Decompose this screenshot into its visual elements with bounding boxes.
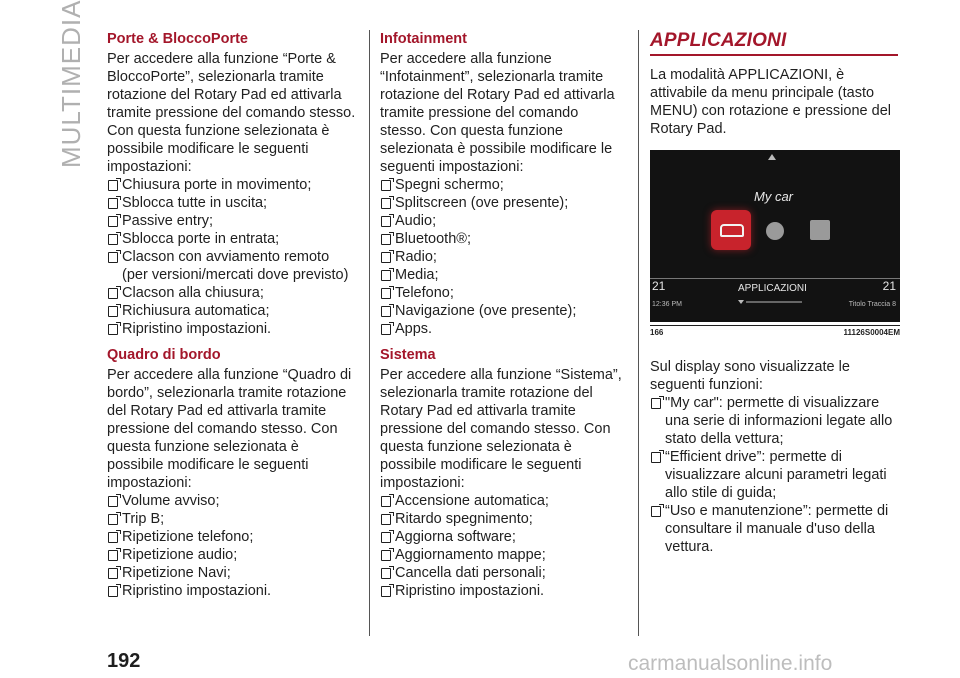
- list-item: Accensione automatica;: [380, 492, 628, 510]
- list-item: “Efficient drive”: permette di visualizzare alcuni parametri legati allo stile di guida;: [650, 448, 900, 502]
- checkbox-bullet-icon: [108, 198, 118, 209]
- settings-list: [107, 492, 357, 600]
- checkbox-bullet-icon: [108, 288, 118, 299]
- checkbox-bullet-icon: [381, 252, 391, 263]
- list-item: Ripetizione telefono;: [107, 528, 357, 546]
- functions-list: [650, 394, 900, 556]
- checkbox-bullet-icon: [108, 306, 118, 317]
- screen-track: Titolo Traccia 8: [848, 301, 896, 308]
- checkbox-bullet-icon: [651, 506, 661, 517]
- checkbox-bullet-icon: [108, 568, 118, 579]
- up-arrow-icon: [768, 154, 776, 160]
- checkbox-bullet-icon: [651, 452, 661, 463]
- heading-porte: Porte & BloccoPorte: [107, 31, 248, 47]
- list-item: Clacson con avviamento remoto (per versioni/mercati dove previsto): [107, 248, 357, 284]
- side-label-text: MULTIMEDIA: [56, 0, 86, 168]
- checkbox-bullet-icon: [108, 514, 118, 525]
- screen-divider: [650, 278, 900, 279]
- list-item: Navigazione (ove presente);: [380, 302, 628, 320]
- list-item: Splitscreen (ove presente);: [380, 194, 628, 212]
- list-item: Richiusura automatica;: [107, 302, 357, 320]
- heading-quadro: Quadro di bordo: [107, 347, 221, 363]
- list-item: Ripristino impostazioni.: [380, 582, 628, 600]
- section-underline: [650, 54, 898, 56]
- page-number: 192: [107, 650, 141, 672]
- list-item: Spegni schermo;: [380, 176, 628, 194]
- car-icon: [711, 210, 751, 250]
- list-item: Sblocca porte in entrata;: [107, 230, 357, 248]
- column-1: [107, 30, 357, 600]
- checkbox-bullet-icon: [381, 550, 391, 561]
- figure-number: 166: [650, 328, 664, 337]
- list-item: Chiusura porte in movimento;: [107, 176, 357, 194]
- paragraph: La modalità APPLICAZIONI, è attivabile da menu principale (tasto MENU) con rotazione e pressione del Rotary Pad.: [650, 67, 891, 137]
- checkbox-bullet-icon: [381, 324, 391, 335]
- checkbox-bullet-icon: [108, 252, 118, 263]
- screen-number-right: 21: [882, 279, 896, 293]
- list-item: Bluetooth®;: [380, 230, 628, 248]
- checkbox-bullet-icon: [108, 532, 118, 543]
- checkbox-bullet-icon: [381, 514, 391, 525]
- list-item: Cancella dati personali;: [380, 564, 628, 582]
- settings-list: [380, 492, 628, 600]
- checkbox-bullet-icon: [108, 234, 118, 245]
- list-item: Aggiornamento mappe;: [380, 546, 628, 564]
- list-item: Ripetizione audio;: [107, 546, 357, 564]
- list-item: "My car": permette di visualizzare una serie di informazioni legate allo stato della vettura;: [650, 394, 900, 448]
- checkbox-bullet-icon: [381, 234, 391, 245]
- manual-book-icon: [810, 220, 830, 240]
- checkbox-bullet-icon: [381, 532, 391, 543]
- list-item: Radio;: [380, 248, 628, 266]
- efficient-drive-icon: [766, 222, 784, 240]
- checkbox-bullet-icon: [381, 216, 391, 227]
- screen-label: APPLICAZIONI: [738, 283, 807, 294]
- list-item: Clacson alla chiusura;: [107, 284, 357, 302]
- column-divider: [638, 30, 639, 636]
- list-item: Apps.: [380, 320, 628, 338]
- down-arrow-icon: [738, 300, 744, 304]
- checkbox-bullet-icon: [381, 306, 391, 317]
- checkbox-bullet-icon: [108, 180, 118, 191]
- checkbox-bullet-icon: [108, 550, 118, 561]
- list-item: Media;: [380, 266, 628, 284]
- paragraph: Per accedere alla funzione “Quadro di bordo”, selezionarla tramite rotazione del Rotary Pad ed attivarla tramite pressione del comando stesso. Con questa funzione selezionata è possibile modificare le seguenti impostazioni:: [107, 367, 352, 491]
- list-item: Trip B;: [107, 510, 357, 528]
- checkbox-bullet-icon: [108, 496, 118, 507]
- column-2: [380, 30, 628, 600]
- checkbox-bullet-icon: [381, 270, 391, 281]
- checkbox-bullet-icon: [381, 180, 391, 191]
- screen-bar: [746, 301, 802, 303]
- list-item: Volume avviso;: [107, 492, 357, 510]
- column-divider: [369, 30, 370, 636]
- checkbox-bullet-icon: [108, 586, 118, 597]
- figure-caption: [650, 325, 900, 338]
- watermark: carmanualsonline.info: [628, 652, 833, 675]
- screen-number-left: 21: [652, 279, 666, 293]
- list-item: Ritardo spegnimento;: [380, 510, 628, 528]
- paragraph: Per accedere alla funzione “Infotainment”, selezionarla tramite rotazione del Rotary Pad ed attivarla tramite pressione del comando stesso. Con questa funzione selezionata è possibile modificare le seguenti impostazioni:: [380, 51, 615, 175]
- column-3: [650, 30, 900, 556]
- checkbox-bullet-icon: [381, 288, 391, 299]
- paragraph: Per accedere alla funzione “Sistema”, selezionarla tramite rotazione del Rotary Pad ed attivarla tramite pressione del comando stesso. Con questa funzione selezionata è possibile modificare le seguenti impostazioni:: [380, 367, 622, 491]
- list-item: “Uso e manutenzione”: permette di consultare il manuale d'uso della vettura.: [650, 502, 900, 556]
- side-label: [56, 0, 86, 168]
- list-item: Aggiorna software;: [380, 528, 628, 546]
- display-screenshot: [650, 150, 900, 322]
- section-title: APPLICAZIONI: [650, 30, 787, 51]
- checkbox-bullet-icon: [381, 198, 391, 209]
- list-item: Passive entry;: [107, 212, 357, 230]
- checkbox-bullet-icon: [381, 586, 391, 597]
- checkbox-bullet-icon: [108, 324, 118, 335]
- paragraph: Sul display sono visualizzate le seguenti funzioni:: [650, 359, 850, 393]
- checkbox-bullet-icon: [651, 398, 661, 409]
- paragraph: Per accedere alla funzione “Porte & BloccoPorte”, selezionarla tramite rotazione del Rotary Pad ed attivarla tramite pressione del comando stesso. Con questa funzione selezionata è possibile modificare le seguenti impostazioni:: [107, 51, 356, 175]
- list-item: Ripristino impostazioni.: [107, 320, 357, 338]
- settings-list: [107, 176, 357, 338]
- list-item: Audio;: [380, 212, 628, 230]
- list-item: Sblocca tutte in uscita;: [107, 194, 357, 212]
- settings-list: [380, 176, 628, 338]
- figure-code: 11126S0004EM: [843, 328, 900, 337]
- heading-infotainment: Infotainment: [380, 31, 467, 47]
- list-item: Ripetizione Navi;: [107, 564, 357, 582]
- checkbox-bullet-icon: [381, 496, 391, 507]
- list-item: Telefono;: [380, 284, 628, 302]
- screen-time: 12:36 PM: [652, 301, 682, 308]
- list-item: Ripristino impostazioni.: [107, 582, 357, 600]
- screen-title: My car: [754, 189, 793, 204]
- heading-sistema: Sistema: [380, 347, 436, 363]
- checkbox-bullet-icon: [381, 568, 391, 579]
- checkbox-bullet-icon: [108, 216, 118, 227]
